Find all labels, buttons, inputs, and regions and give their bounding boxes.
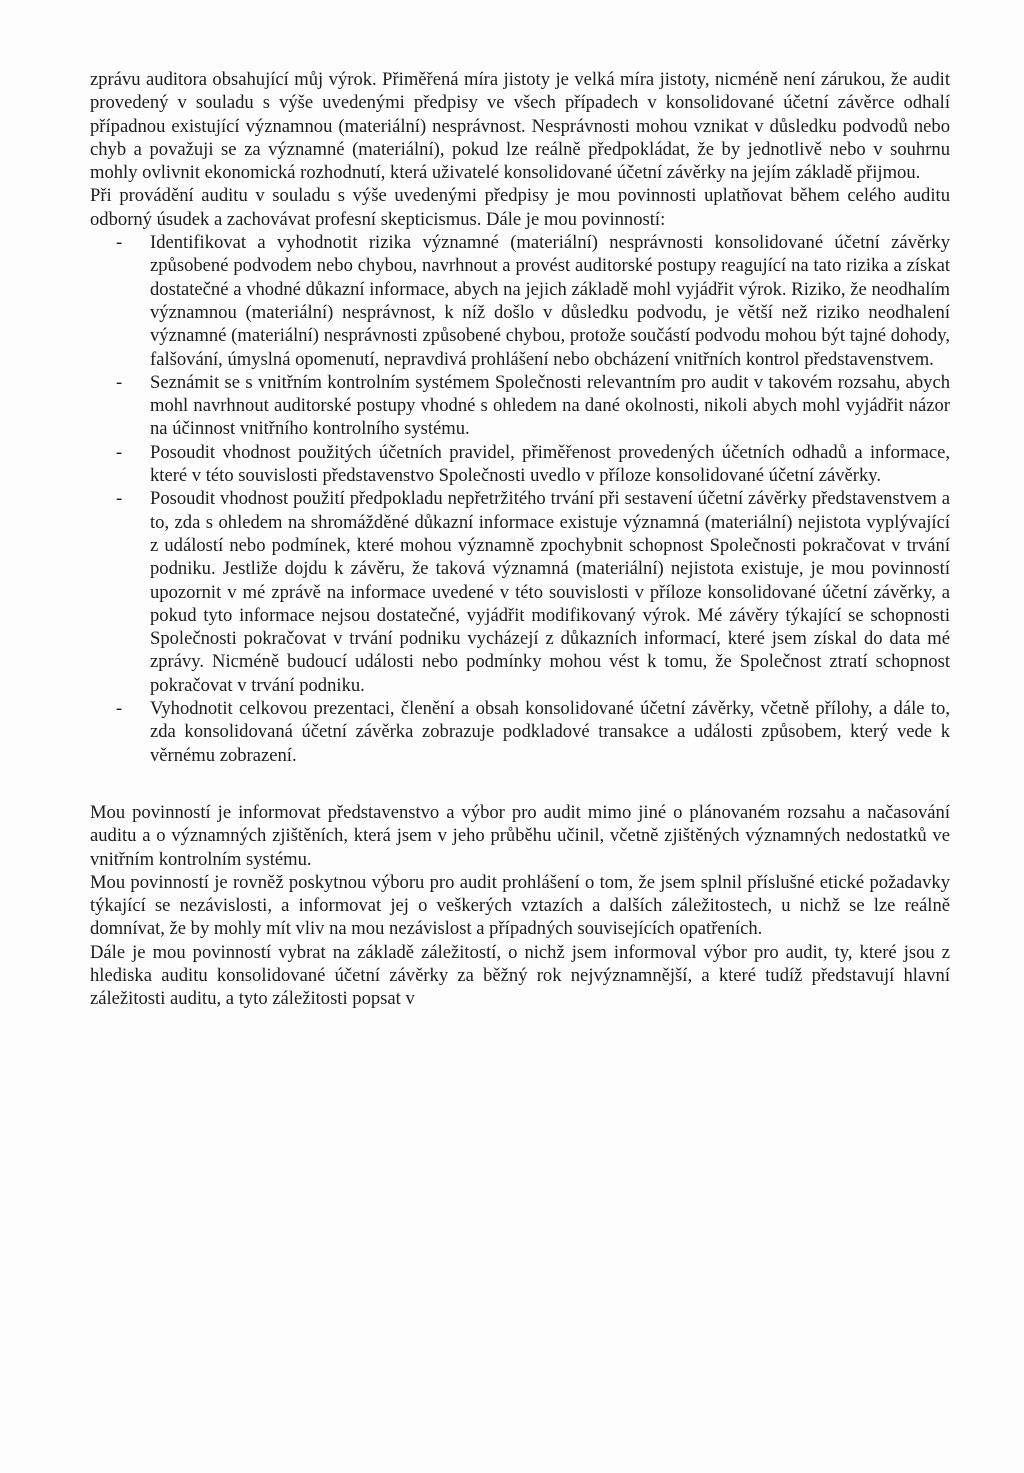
list-item-accounting-policies: - Posoudit vhodnost použitých účetních pravidel, přiměřenost provedených účetních odhadů a informace, které v této souvislosti představenstvo Společnosti uvedlo v příloze konsolidované účetní závěrky. <box>90 441 950 488</box>
document-body <box>90 68 950 1011</box>
list-item-identify-risks: - Identifikovat a vyhodnotit rizika významné (materiální) nesprávnosti konsolidované účetní závěrky způsobené podvodem nebo chybou, navrhnout a provést auditorské postupy reagující na tato rizika a získat dostatečné a vhodné důkazní informace, abych na jejich základě mohl vyjádřit výrok. Riziko, že neodhalím významnou (materiální) nesprávnost, k níž došlo v důsledku podvodu, je větší než riziko neodhalení významné (materiální) nesprávnosti způsobené chybou, protože součástí podvodu mohou být tajné dohody, falšování, úmyslná opomenutí, nepravdivá prohlášení nebo obcházení vnitřních kontrol představenstvem. <box>90 231 950 371</box>
list-item-internal-control: - Seznámit se s vnitřním kontrolním systémem Společnosti relevantním pro audit v takovém rozsahu, abych mohl navrhnout auditorské postupy vhodné s ohledem na dané okolnosti, nikoli abych mohl vyjádřit názor na účinnost vnitřního kontrolního systému. <box>90 371 950 441</box>
duties-list <box>90 231 950 767</box>
list-item-going-concern: - Posoudit vhodnost použití předpokladu nepřetržitého trvání při sestavení účetní závěrky představenstvem a to, zda s ohledem na shromážděné důkazní informace existuje významná (materiální) nejistota vyplývající z událostí nebo podmínek, které mohou významně zpochybnit schopnost Společnosti pokračovat v trvání podniku. Jestliže dojdu k závěru, že taková významná (materiální) nejistota existuje, je mou povinností upozornit v mé zprávě na informace uvedené v této souvislosti v příloze konsolidované účetní závěrky, a pokud tyto informace nejsou dostatečné, vyjádřit modifikovaný výrok. Mé závěry týkající se schopnosti Společnosti pokračovat v trvání podniku vycházejí z důkazních informací, které jsem získal do data mé zprávy. Nicméně budoucí události nebo podmínky mohou vést k tomu, že Společnost ztratí schopnost pokračovat v trvání podniku. <box>90 487 950 697</box>
paragraph-audit-duties-intro: Při provádění auditu v souladu s výše uvedenými předpisy je mou povinnosti uplatňovat během celého auditu odborný úsudek a zachovávat profesní skepticismus. Dále je mou povinností: <box>90 185 950 230</box>
paragraph-opinion-assurance: zprávu auditora obsahující můj výrok. Přiměřená míra jistoty je velká míra jistoty, nicméně není zárukou, že audit provedený v souladu s výše uvedenými předpisy ve všech případech v konsolidované účetní závěrce odhalí případnou existující významnou (materiální) nesprávnost. Nesprávnosti mohou vznikat v důsledku podvodů nebo chyb a považuji se za významné (materiální), pokud lze reálně předpokládat, že by jednotlivě nebo v souhrnu mohly ovlivnit ekonomická rozhodnutí, která uživatelé konsolidované účetní závěrky na jejím základě přijmou. <box>90 69 950 184</box>
paragraph-key-audit-matters: Dále je mou povinností vybrat na základě záležitostí, o nichž jsem informoval výbor pro audit, ty, které jsou z hlediska auditu konsolidované účetní závěrky za běžný rok nejvýznamnější, a které tudíž představují hlavní záležitosti auditu, a tyto záležitosti popsat v <box>90 941 950 1010</box>
list-item-overall-presentation: - Vyhodnotit celkovou prezentaci, členění a obsah konsolidované účetní závěrky, včetně přílohy, a dále to, zda konsolidovaná účetní závěrka zobrazuje podkladové transakce a události způsobem, který vede k věrnému zobrazení. <box>90 697 950 767</box>
paragraph-communication-duty: Mou povinností je informovat představenstvo a výbor pro audit mimo jiné o plánovaném rozsahu a načasování auditu a o významných zjištěních, která jsem v jeho průběhu učinil, včetně zjištěných významných nedostatků ve vnitřním kontrolním systému. <box>90 801 950 870</box>
paragraph-independence-statement: Mou povinností je rovněž poskytnou výboru pro audit prohlášení o tom, že jsem splnil příslušné etické požadavky týkající se nezávislosti, a informovat jej o veškerých vztazích a dalších záležitostech, u nichž se lze reálně domnívat, že by mohly mít vliv na mou nezávislost a případných souvisejících opatřeních. <box>90 871 950 940</box>
paragraph-spacer <box>90 767 950 801</box>
